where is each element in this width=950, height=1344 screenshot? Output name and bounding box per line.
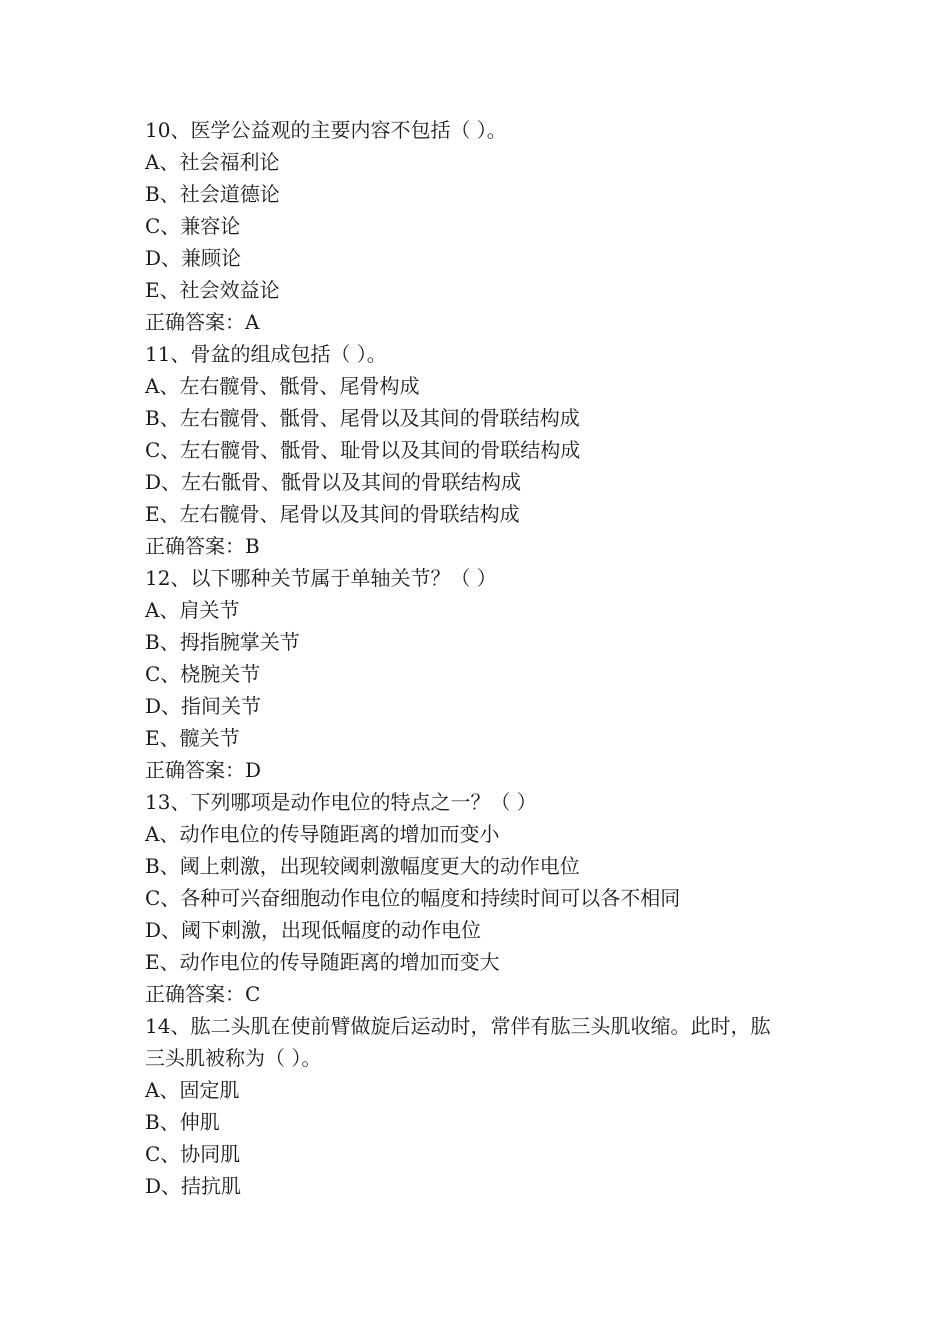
option-e: E、动作电位的传导随距离的增加而变大: [145, 950, 500, 974]
option-b: B、阈上刺激，出现较阈刺激幅度更大的动作电位: [145, 854, 580, 878]
option-b: B、社会道德论: [145, 182, 280, 206]
document-page: [145, 114, 825, 1202]
option-d: D、拮抗肌: [145, 1174, 242, 1198]
option-a: A、社会福利论: [145, 150, 280, 174]
question-stem-line-1: 14、肱二头肌在使前臂做旋后运动时，常伴有肱三头肌收缩。此时，肱: [145, 1014, 771, 1038]
option-b: B、左右髋骨、骶骨、尾骨以及其间的骨联结构成: [145, 406, 580, 430]
option-c: C、桡腕关节: [145, 662, 261, 686]
option-e: E、髋关节: [145, 726, 240, 750]
option-a: A、固定肌: [145, 1078, 240, 1102]
question-11: [145, 338, 825, 562]
option-c: C、协同肌: [145, 1142, 241, 1166]
correct-answer: 正确答案：C: [145, 982, 261, 1006]
correct-answer: 正确答案：D: [145, 758, 262, 782]
question-stem: 11、骨盆的组成包括（ ）。: [145, 342, 387, 366]
question-10: [145, 114, 825, 338]
option-b: B、伸肌: [145, 1110, 220, 1134]
option-c: C、兼容论: [145, 214, 241, 238]
option-a: A、左右髋骨、骶骨、尾骨构成: [145, 374, 420, 398]
option-c: C、各种可兴奋细胞动作电位的幅度和持续时间可以各不相同: [145, 886, 681, 910]
option-c: C、左右髋骨、骶骨、耻骨以及其间的骨联结构成: [145, 438, 581, 462]
question-14: [145, 1010, 825, 1202]
option-b: B、拇指腕掌关节: [145, 630, 300, 654]
question-stem-line-2: 三头肌被称为（ ）。: [145, 1046, 322, 1070]
question-13: [145, 786, 825, 1010]
question-stem: 10、医学公益观的主要内容不包括（ ）。: [145, 118, 507, 142]
correct-answer: 正确答案：B: [145, 534, 260, 558]
question-stem: 12、以下哪种关节属于单轴关节？（ ）: [145, 566, 497, 590]
option-e: E、社会效益论: [145, 278, 280, 302]
question-stem: 13、下列哪项是动作电位的特点之一？（ ）: [145, 790, 537, 814]
option-d: D、阈下刺激，出现低幅度的动作电位: [145, 918, 482, 942]
question-12: [145, 562, 825, 786]
option-a: A、动作电位的传导随距离的增加而变小: [145, 822, 500, 846]
option-d: D、指间关节: [145, 694, 262, 718]
option-d: D、左右骶骨、骶骨以及其间的骨联结构成: [145, 470, 522, 494]
option-e: E、左右髋骨、尾骨以及其间的骨联结构成: [145, 502, 520, 526]
correct-answer: 正确答案：A: [145, 310, 260, 334]
option-d: D、兼顾论: [145, 246, 242, 270]
option-a: A、肩关节: [145, 598, 240, 622]
